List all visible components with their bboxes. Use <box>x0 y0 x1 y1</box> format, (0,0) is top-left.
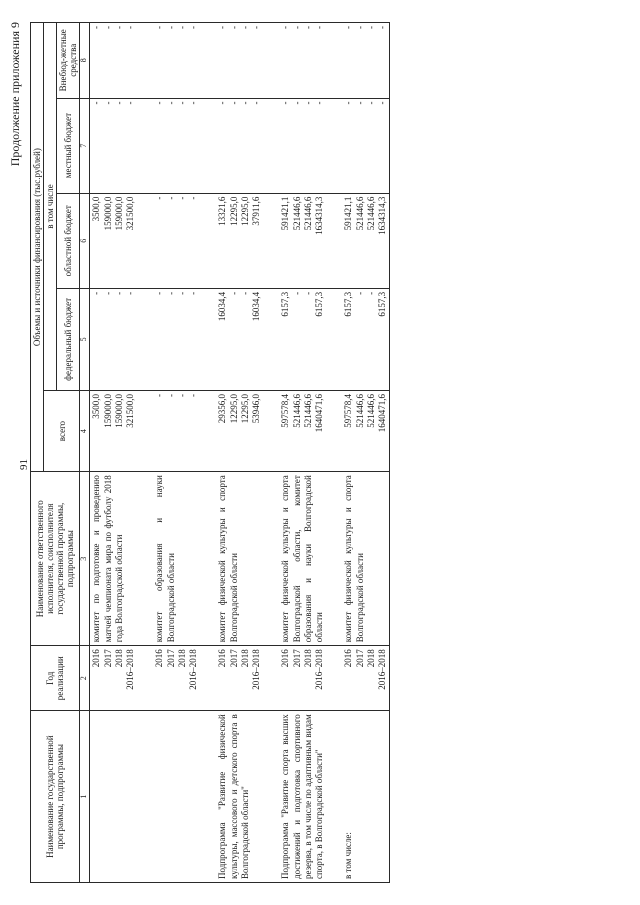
total-value: 12295,0 <box>228 393 239 424</box>
total-value: 29356,0 <box>217 393 228 424</box>
spacer-cell <box>200 711 216 883</box>
extra-value: - <box>291 26 302 29</box>
spacer-cell <box>137 98 153 193</box>
total-value: 1640471,6 <box>377 393 388 433</box>
spacer-cell <box>137 390 153 471</box>
column-number: 2 <box>80 646 90 711</box>
year-cell <box>279 646 326 711</box>
regional-cell <box>153 193 200 288</box>
executor-name: комитет физической культуры и спорта Волгоградской области <box>342 472 390 646</box>
regional-value: 591421,1 <box>343 196 354 231</box>
local-value: - <box>188 101 199 105</box>
program-name: Подпрограмма "Развитие спорта высших достижений и подготовка спортивного резерва, в том числе по адаптивным видам спорта, в Волгоградской области" <box>279 711 326 883</box>
program-name: Подпрограмма "Развитие физической культуры, массового и детского спорта в Волгоградской области" <box>216 711 263 883</box>
regional-value: 321500,0 <box>125 196 136 231</box>
spacer-cell <box>326 98 342 193</box>
local-value: - <box>91 101 102 105</box>
regional-value: - <box>165 196 176 200</box>
year-cell <box>153 646 200 711</box>
year-cell <box>216 646 263 711</box>
extra-value: - <box>251 26 262 29</box>
federal-cell <box>279 288 326 390</box>
executor-name: комитет физической культуры и спорта Волгоградской области <box>216 472 263 646</box>
local-value: - <box>113 101 124 105</box>
spacer-cell <box>200 23 216 99</box>
federal-value: - <box>102 291 113 295</box>
executor-name: комитет физической культуры и спорта Волгоградской области, комитет образования и науки Волгоградской области <box>279 472 326 646</box>
local-value: - <box>125 101 136 105</box>
regional-value: 37911,6 <box>251 196 262 226</box>
local-value: - <box>154 101 165 105</box>
year: 2017 <box>228 649 239 668</box>
extra-cell <box>153 23 200 99</box>
table-row <box>153 23 200 883</box>
federal-value: 6157,3 <box>343 291 354 317</box>
regional-value: 159000,0 <box>113 196 124 231</box>
header-program-name: Наименование государственной программы, подпрограммы <box>31 711 80 883</box>
federal-value: - <box>228 291 239 295</box>
local-value: - <box>217 101 228 105</box>
regional-cell <box>216 193 263 288</box>
column-number: 6 <box>80 193 90 288</box>
local-value: - <box>165 101 176 105</box>
spacer-cell <box>326 193 342 288</box>
federal-value: - <box>176 291 187 295</box>
header-regional: областной бюджет <box>57 193 80 288</box>
federal-cell <box>216 288 263 390</box>
regional-value: 12295,0 <box>239 196 250 226</box>
federal-value: - <box>188 291 199 295</box>
local-value: - <box>354 101 365 105</box>
extra-value: - <box>365 26 376 29</box>
extra-value: - <box>165 26 176 29</box>
spacer-cell <box>200 390 216 471</box>
year: 2018 <box>365 649 376 668</box>
regional-value: 591421,1 <box>280 196 291 231</box>
spacer-cell <box>137 472 153 646</box>
spacer-cell <box>137 193 153 288</box>
spacer-cell <box>200 472 216 646</box>
column-number: 8 <box>80 23 90 99</box>
spacer-cell <box>263 390 279 471</box>
header-total: всего <box>44 390 80 471</box>
federal-value: - <box>165 291 176 295</box>
table-row <box>216 23 263 883</box>
regional-value: 1634314,3 <box>377 196 388 235</box>
column-number: 1 <box>80 711 90 883</box>
local-value: - <box>314 101 325 105</box>
extra-value: - <box>314 26 325 29</box>
local-value: - <box>365 101 376 105</box>
column-number: 3 <box>80 472 90 646</box>
local-value: - <box>280 101 291 105</box>
extra-cell <box>279 23 326 99</box>
extra-value: - <box>280 26 291 29</box>
total-cell <box>90 390 138 471</box>
regional-value: 1634314,3 <box>314 196 325 235</box>
federal-cell <box>90 288 138 390</box>
federal-value: - <box>154 291 165 295</box>
regional-value: 521446,6 <box>302 196 313 231</box>
spacer-cell <box>263 711 279 883</box>
total-cell <box>342 390 390 471</box>
regional-cell <box>279 193 326 288</box>
header-including: в том числе <box>44 23 57 391</box>
local-value: - <box>377 101 388 105</box>
row-spacer <box>326 23 342 883</box>
extra-value: - <box>377 26 388 29</box>
year: 2017 <box>354 649 365 668</box>
year: 2017 <box>165 649 176 668</box>
extra-value: - <box>354 26 365 29</box>
extra-value: - <box>217 26 228 29</box>
year: 2016 <box>217 649 228 668</box>
program-name <box>153 711 200 883</box>
table-row <box>90 23 138 883</box>
extra-value: - <box>125 26 136 29</box>
year: 2018 <box>113 649 124 668</box>
column-number: 4 <box>80 390 90 471</box>
total-value: 521446,6 <box>302 393 313 428</box>
executor-name: комитет по подготовке и проведению матчей чемпионата мира по футболу 2018 года Волгоградской области <box>90 472 138 646</box>
total-value: 521446,6 <box>365 393 376 428</box>
federal-value: - <box>291 291 302 295</box>
regional-cell <box>90 193 138 288</box>
spacer-cell <box>263 288 279 390</box>
local-cell <box>216 98 263 193</box>
total-value: - <box>176 393 187 397</box>
year: 2016 <box>91 649 102 668</box>
total-value: 159000,0 <box>102 393 113 428</box>
total-value: 1640471,6 <box>314 393 325 433</box>
executor-name: комитет образования и науки Волгоградской области <box>153 472 200 646</box>
spacer-cell <box>326 646 342 711</box>
total-value: 3500,0 <box>91 393 102 419</box>
extra-value: - <box>154 26 165 29</box>
year: 2016 <box>343 649 354 668</box>
year: 2017 <box>291 649 302 668</box>
page-number: 91 <box>18 459 30 470</box>
extra-value: - <box>188 26 199 29</box>
program-name <box>90 711 138 883</box>
year: 2018 <box>239 649 250 668</box>
column-number: 7 <box>80 98 90 193</box>
total-value: 321500,0 <box>125 393 136 428</box>
financing-table <box>30 22 390 883</box>
federal-value: - <box>365 291 376 295</box>
regional-value: 521446,6 <box>354 196 365 231</box>
total-value: - <box>154 393 165 397</box>
federal-value: - <box>302 291 313 295</box>
spacer-cell <box>200 288 216 390</box>
local-value: - <box>251 101 262 105</box>
total-cell <box>279 390 326 471</box>
local-value: - <box>176 101 187 105</box>
regional-value: 159000,0 <box>102 196 113 231</box>
federal-value: 16034,4 <box>251 291 262 322</box>
total-value: 597578,4 <box>280 393 291 428</box>
program-name: в том числе: <box>342 711 390 883</box>
local-value: - <box>302 101 313 105</box>
regional-value: 521446,6 <box>291 196 302 231</box>
spacer-cell <box>263 472 279 646</box>
total-cell <box>153 390 200 471</box>
year: 2018 <box>302 649 313 668</box>
federal-value: 6157,3 <box>377 291 388 317</box>
federal-value: 6157,3 <box>280 291 291 317</box>
year: 2018 <box>176 649 187 668</box>
regional-value: 12295,0 <box>228 196 239 226</box>
extra-value: - <box>343 26 354 29</box>
year-cell <box>90 646 138 711</box>
spacer-cell <box>326 23 342 99</box>
federal-value: 16034,4 <box>217 291 228 322</box>
table-body <box>90 23 390 883</box>
year: 2016–2018 <box>377 649 388 690</box>
regional-value: - <box>188 196 199 200</box>
extra-cell <box>342 23 390 99</box>
federal-value: 6157,3 <box>314 291 325 317</box>
regional-value: 13321,6 <box>217 196 228 226</box>
year: 2017 <box>102 649 113 668</box>
year: 2016–2018 <box>125 649 136 690</box>
local-value: - <box>291 101 302 105</box>
appendix-continuation: Продолжение приложения 9 <box>8 22 22 167</box>
spacer-cell <box>200 646 216 711</box>
spacer-cell <box>326 711 342 883</box>
total-value: 159000,0 <box>113 393 124 428</box>
total-value: 597578,4 <box>343 393 354 428</box>
local-value: - <box>228 101 239 105</box>
regional-value: 3500,0 <box>91 196 102 222</box>
header-year: Год реализации <box>31 646 80 711</box>
federal-value: - <box>125 291 136 295</box>
spacer-cell <box>137 711 153 883</box>
extra-value: - <box>239 26 250 29</box>
spacer-cell <box>200 98 216 193</box>
regional-value: - <box>154 196 165 200</box>
year: 2016–2018 <box>188 649 199 690</box>
year: 2016 <box>280 649 291 668</box>
row-spacer <box>263 23 279 883</box>
extra-cell <box>216 23 263 99</box>
year-cell <box>342 646 390 711</box>
spacer-cell <box>200 193 216 288</box>
extra-value: - <box>302 26 313 29</box>
table-row <box>342 23 390 883</box>
federal-value: - <box>91 291 102 295</box>
local-cell <box>342 98 390 193</box>
spacer-cell <box>326 288 342 390</box>
spacer-cell <box>137 288 153 390</box>
total-value: - <box>165 393 176 397</box>
spacer-cell <box>137 23 153 99</box>
federal-value: - <box>239 291 250 295</box>
local-cell <box>279 98 326 193</box>
header-volumes: Объемы и источники финансирования (тыс.рублей) <box>31 23 44 472</box>
total-value: 53946,0 <box>251 393 262 424</box>
extra-value: - <box>102 26 113 29</box>
spacer-cell <box>263 23 279 99</box>
year: 2016–2018 <box>251 649 262 690</box>
year: 2016 <box>154 649 165 668</box>
federal-cell <box>342 288 390 390</box>
header-executor: Наименование ответственного исполнителя, соисполнителя государственной программы, подпрограммы <box>31 472 80 646</box>
local-value: - <box>102 101 113 105</box>
row-spacer <box>200 23 216 883</box>
spacer-cell <box>326 472 342 646</box>
year: 2016–2018 <box>314 649 325 690</box>
spacer-cell <box>263 646 279 711</box>
header-extrabudget: Внебюд-жетные средства <box>57 23 80 99</box>
spacer-cell <box>326 390 342 471</box>
spacer-cell <box>263 98 279 193</box>
local-cell <box>153 98 200 193</box>
regional-value: 521446,6 <box>365 196 376 231</box>
header-local: местный бюджет <box>57 98 80 193</box>
total-value: 12295,0 <box>239 393 250 424</box>
header-federal: федеральный бюджет <box>57 288 80 390</box>
regional-cell <box>342 193 390 288</box>
total-value: 521446,6 <box>354 393 365 428</box>
extra-cell <box>90 23 138 99</box>
row-spacer <box>137 23 153 883</box>
extra-value: - <box>91 26 102 29</box>
spacer-cell <box>263 193 279 288</box>
local-value: - <box>239 101 250 105</box>
federal-cell <box>153 288 200 390</box>
table-row <box>279 23 326 883</box>
federal-value: - <box>113 291 124 295</box>
column-number: 5 <box>80 288 90 390</box>
total-cell <box>216 390 263 471</box>
total-value: 521446,6 <box>291 393 302 428</box>
local-value: - <box>343 101 354 105</box>
extra-value: - <box>113 26 124 29</box>
regional-value: - <box>176 196 187 200</box>
total-value: - <box>188 393 199 397</box>
spacer-cell <box>137 646 153 711</box>
extra-value: - <box>176 26 187 29</box>
local-cell <box>90 98 138 193</box>
federal-value: - <box>354 291 365 295</box>
extra-value: - <box>228 26 239 29</box>
